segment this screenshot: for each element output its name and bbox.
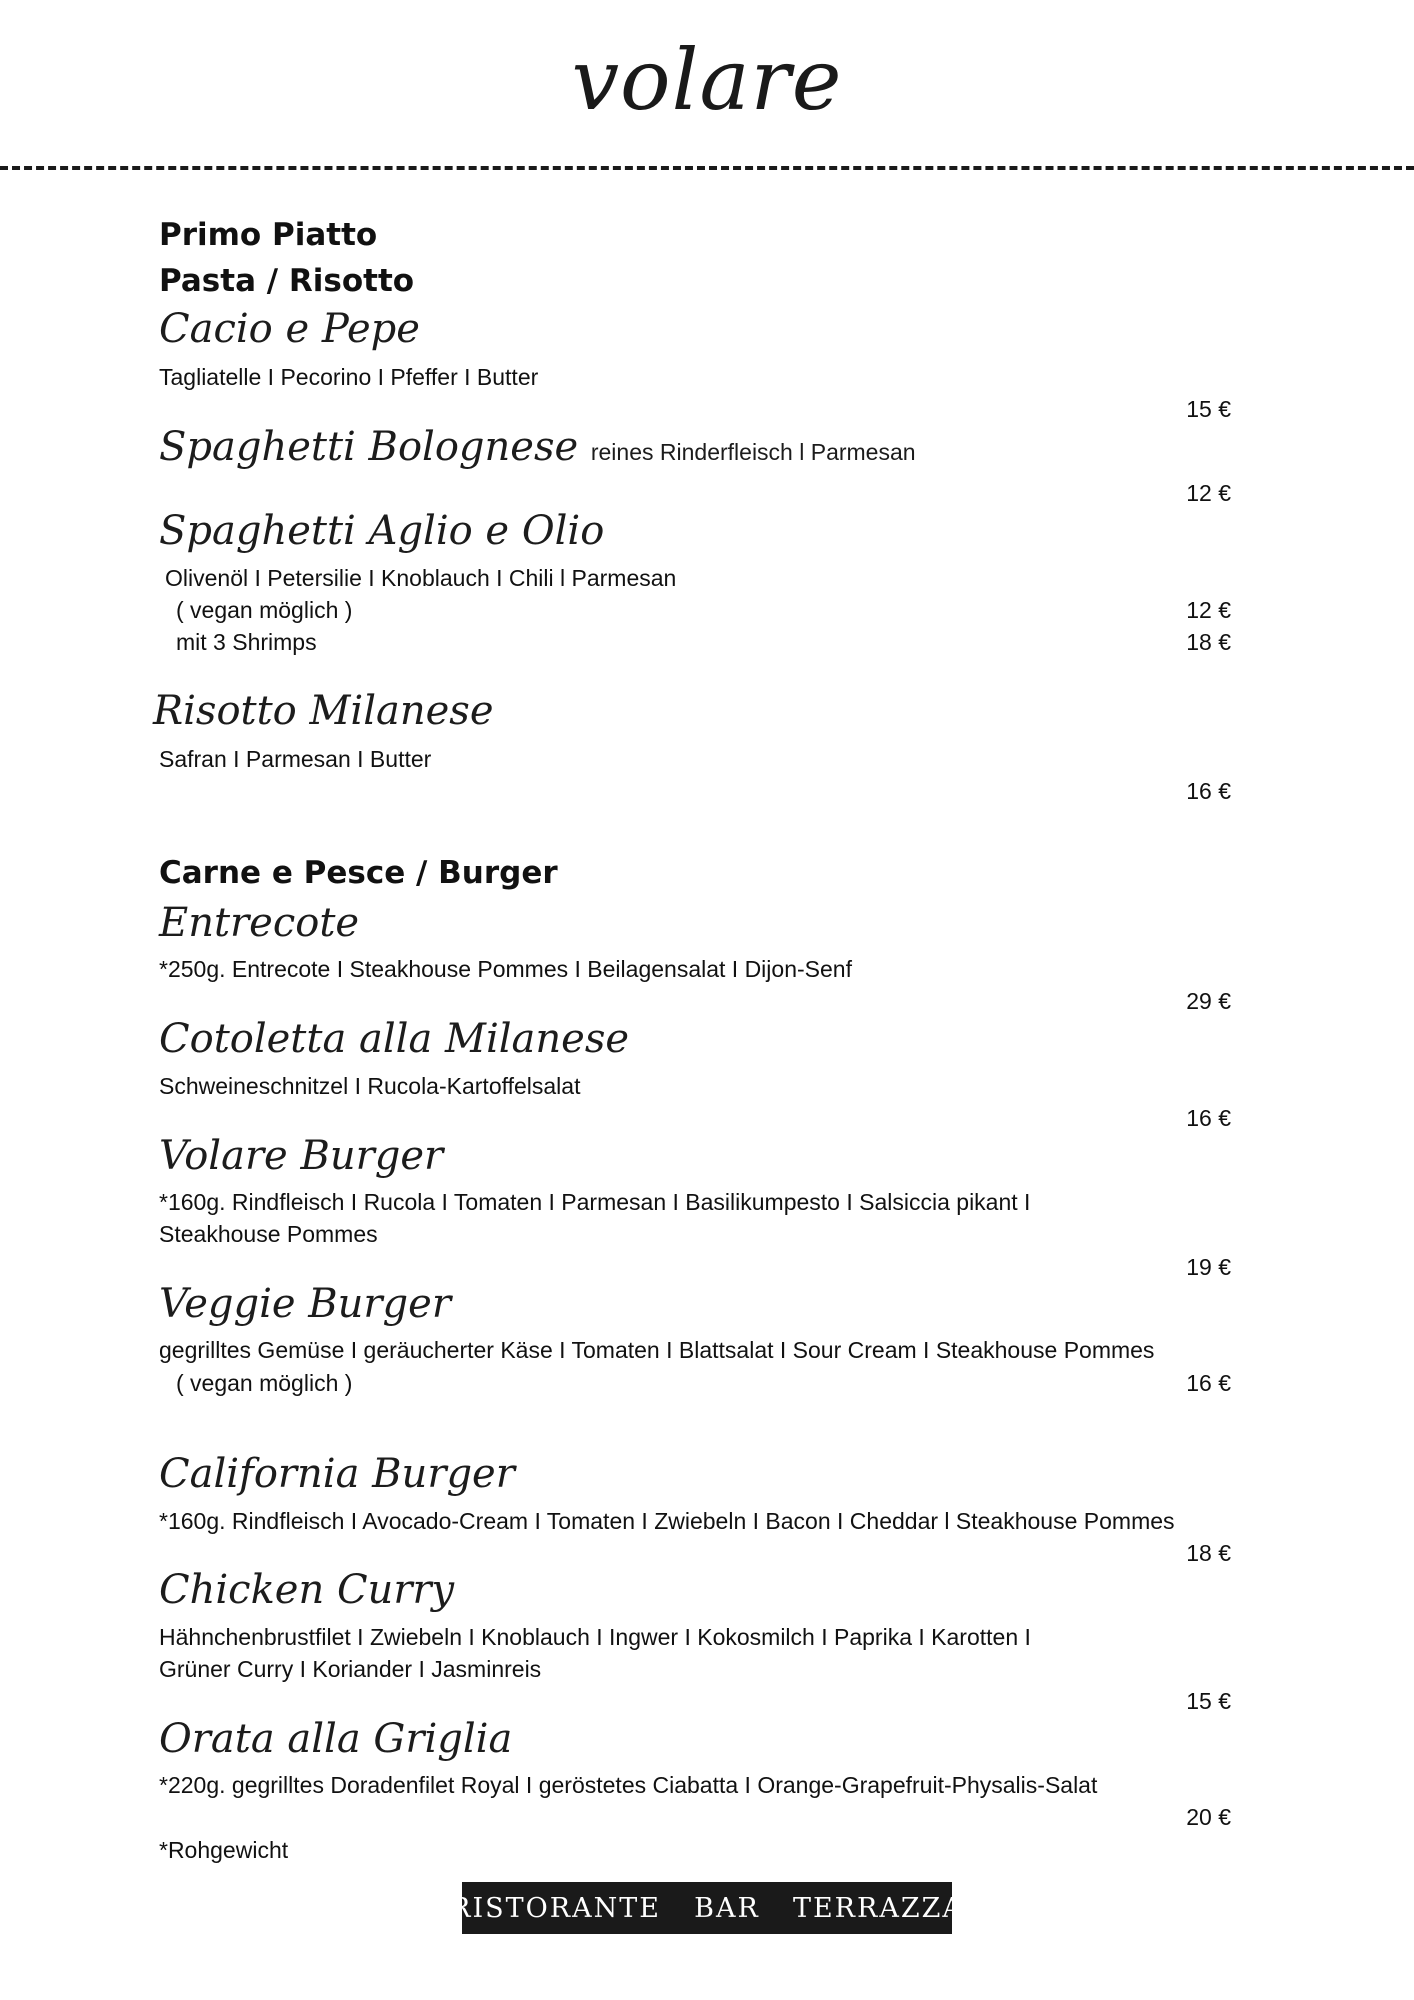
dish-desc-cacio-e-pepe: Tagliatelle I Pecorino I Pfeffer I Butter xyxy=(159,364,539,390)
dish-price-chicken-curry: 15 € xyxy=(1186,1688,1231,1714)
dish-desc-risotto-milanese: Safran I Parmesan I Butter xyxy=(159,746,432,772)
dish-price-spaghetti-aglio-e-olio: 12 € xyxy=(1186,597,1231,623)
footer-banner xyxy=(450,1882,964,1934)
dish-name-volare-burger: Volare Burger xyxy=(159,1133,444,1179)
dish-price-cacio-e-pepe: 15 € xyxy=(1186,396,1231,422)
dish-desc-chicken-curry-line2: Grüner Curry I Koriander I Jasminreis xyxy=(159,1656,542,1682)
dish-name-orata-alla-griglia: Orata alla Griglia xyxy=(159,1716,513,1762)
dish-extra-price-shrimps: 18 € xyxy=(1186,629,1231,655)
dish-price-california-burger: 18 € xyxy=(1186,1540,1231,1566)
dish-name-cotoletta: Cotoletta alla Milanese xyxy=(159,1016,630,1062)
dish-desc-volare-burger-line2: Steakhouse Pommes xyxy=(159,1221,378,1247)
dashed-divider xyxy=(0,166,1414,170)
dish-desc-chicken-curry-line1: Hähnchenbrustfilet I Zwiebeln I Knoblauch I Ingwer I Kokosmilch I Paprika I Karotten I xyxy=(159,1624,1031,1650)
dish-vegan-note-aglio-e-olio: ( vegan möglich ) xyxy=(176,597,353,623)
dish-desc-spaghetti-bolognese: reines Rinderfleisch l Parmesan xyxy=(590,439,916,465)
dish-desc-veggie-burger: gegrilltes Gemüse I geräucherter Käse I Tomaten I Blattsalat I Sour Cream I Steakhouse Pommes xyxy=(159,1337,1155,1363)
dish-price-veggie-burger: 16 € xyxy=(1186,1370,1231,1396)
dish-desc-spaghetti-aglio-e-olio: Olivenöl I Petersilie I Knoblauch I Chili l Parmesan xyxy=(165,565,677,591)
dish-price-entrecote: 29 € xyxy=(1186,988,1231,1014)
dish-price-spaghetti-bolognese: 12 € xyxy=(1186,480,1231,506)
dish-name-entrecote: Entrecote xyxy=(159,900,360,946)
dish-desc-orata-alla-griglia: *220g. gegrilltes Doradenfilet Royal I geröstetes Ciabatta I Orange-Grapefruit-Physalis-Salat xyxy=(159,1772,1098,1798)
dish-price-risotto-milanese: 16 € xyxy=(1186,778,1231,804)
restaurant-logo: volare xyxy=(571,31,843,129)
dish-desc-cotoletta: Schweineschnitzel I Rucola-Kartoffelsalat xyxy=(159,1073,581,1099)
section-subtitle-pasta-risotto: Pasta / Risotto xyxy=(159,263,415,299)
section-title-carne-e-pesce: Carne e Pesce / Burger xyxy=(159,855,558,891)
dish-desc-california-burger: *160g. Rindfleisch I Avocado-Cream I Tomaten I Zwiebeln I Bacon I Cheddar l Steakhouse Pommes xyxy=(159,1508,1175,1534)
dish-name-text: Spaghetti Bolognese xyxy=(159,424,579,470)
dish-name-chicken-curry: Chicken Curry xyxy=(159,1567,455,1613)
dish-desc-volare-burger-line1: *160g. Rindfleisch I Rucola I Tomaten I Parmesan I Basilikumpesto I Salsiccia pikant I xyxy=(159,1189,1031,1215)
dish-price-volare-burger: 19 € xyxy=(1186,1254,1231,1280)
footnote-raw-weight: *Rohgewicht xyxy=(159,1837,289,1863)
dish-name-california-burger: California Burger xyxy=(159,1451,515,1497)
dish-name-spaghetti-bolognese xyxy=(159,424,916,470)
dish-name-spaghetti-aglio-e-olio: Spaghetti Aglio e Olio xyxy=(159,508,605,554)
dish-desc-entrecote: *250g. Entrecote I Steakhouse Pommes I Beilagensalat I Dijon-Senf xyxy=(159,956,852,982)
dish-name-veggie-burger: Veggie Burger xyxy=(159,1281,451,1327)
dish-extra-shrimps: mit 3 Shrimps xyxy=(176,629,317,655)
dish-name-risotto-milanese: Risotto Milanese xyxy=(153,688,494,734)
dish-price-orata-alla-griglia: 20 € xyxy=(1186,1804,1231,1830)
dish-vegan-note-veggie-burger: ( vegan möglich ) xyxy=(176,1370,353,1396)
footer-banner-label: RISTORANTE BAR TERRAZZA xyxy=(450,1892,964,1924)
section-title-primo-piatto: Primo Piatto xyxy=(159,217,378,253)
dish-name-cacio-e-pepe: Cacio e Pepe xyxy=(159,306,420,352)
dish-price-cotoletta: 16 € xyxy=(1186,1105,1231,1131)
